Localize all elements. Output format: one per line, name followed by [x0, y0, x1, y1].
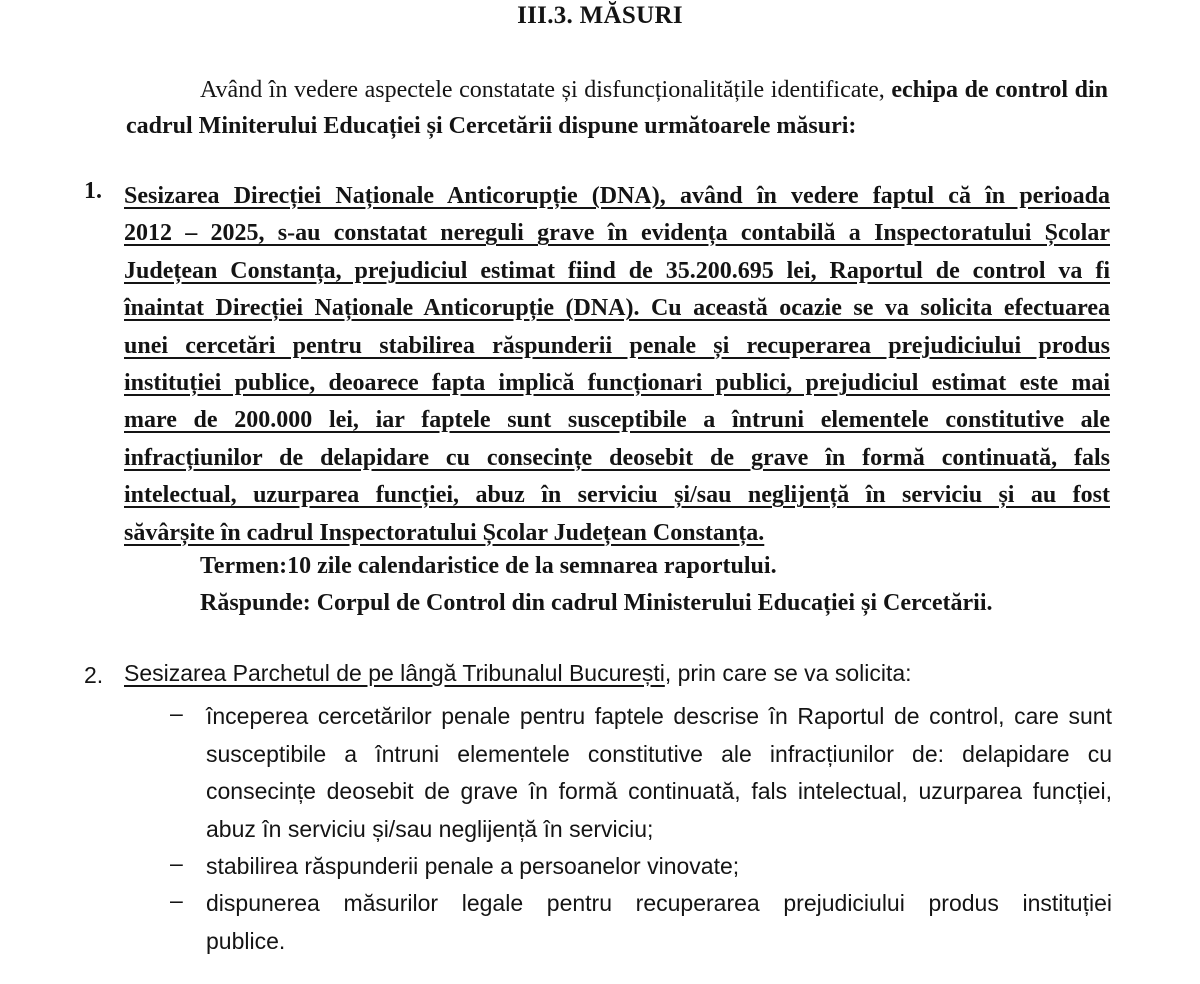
section-title: III.3. MĂSURI: [517, 2, 683, 29]
bullet-dash-icon: –: [170, 887, 183, 913]
bullet-line: susceptibile a întruni elementele constitutive ale infracțiunilor de: delapidare cu: [206, 740, 1112, 767]
item-1-line: mare de 200.000 lei, iar faptele sunt susceptibile a întruni elementele constitutive ale: [124, 407, 1110, 434]
item-1-paragraph: [124, 178, 1110, 552]
bullet-line: începerea cercetărilor penale pentru faptele descrise în Raportul de control, care sunt: [206, 703, 1112, 729]
item-1-responsible: Răspunde: Corpul de Control din cadrul Ministerului Educației și Cercetării.: [200, 590, 993, 616]
bullet-line: abuz în serviciu și/sau neglijență în serviciu;: [206, 815, 654, 842]
bullet-line: dispunerea măsurilor legale pentru recuperarea prejudiciului produs instituției: [206, 890, 1112, 916]
item-2-title-underlined: Sesizarea Parchetul de pe lângă Tribunalul București: [124, 660, 665, 686]
bullet-dash-icon: –: [170, 700, 183, 726]
bullet-line: stabilirea răspunderii penale a persoanelor vinovate;: [206, 853, 740, 879]
item-1-line: intelectual, uzurparea funcției, abuz în serviciu și/sau neglijență în serviciu și au fost: [124, 482, 1110, 509]
bullet-item: [206, 848, 1112, 886]
item-1-deadline: Termen:10 zile calendaristice de la semnarea raportului.: [200, 553, 777, 579]
bullet-line: consecințe deosebit de grave în formă continuată, fals intelectual, uzurparea funcției,: [206, 778, 1112, 804]
item-1-number: 1.: [84, 178, 102, 204]
intro-text: Având în vedere aspectele constatate și disfuncționalitățile identificate,: [200, 77, 892, 103]
item-1-line: instituției publice, deoarece fapta implică funcționari publici, prejudiciul estimat este mai: [124, 370, 1110, 397]
item-1-line: Județean Constanța, prejudiciul estimat fiind de 35.200.695 lei, Raportul de control va fi: [124, 257, 1110, 284]
item-2-number: 2.: [84, 662, 104, 688]
bullet-item: [206, 698, 1112, 848]
item-1-line: înaintat Direcției Naționale Anticorupție (DNA). Cu această ocazie se va solicita efectuarea: [124, 295, 1110, 322]
item-1-line: Sesizarea Direcției Naționale Anticorupție (DNA), având în vedere faptul că în perioada: [124, 183, 1110, 209]
bullet-item: [206, 885, 1112, 960]
item-1-line: 2012 – 2025, s-au constatat nereguli grave în evidența contabilă a Inspectoratului Școlar: [124, 220, 1110, 247]
bullet-dash-icon: –: [170, 850, 183, 876]
item-2-title: [124, 660, 912, 687]
item-1-line: infracțiunilor de delapidare cu consecințe deosebit de grave în formă continuată, fals: [124, 444, 1110, 471]
item-1-line: unei cercetări pentru stabilirea răspunderii penale și recuperarea prejudiciului produs: [124, 332, 1110, 359]
intro-paragraph: [126, 72, 1108, 144]
bullet-line: publice.: [206, 927, 286, 954]
item-1-line: săvârșite în cadrul Inspectoratului Școlar Județean Constanța.: [124, 519, 765, 546]
intro-bold-text: echipa de control din cadrul Miniterului Educației și Cercetării dispune următoarele măsuri:: [126, 77, 1108, 139]
item-2-title-rest: , prin care se va solicita:: [664, 660, 912, 686]
